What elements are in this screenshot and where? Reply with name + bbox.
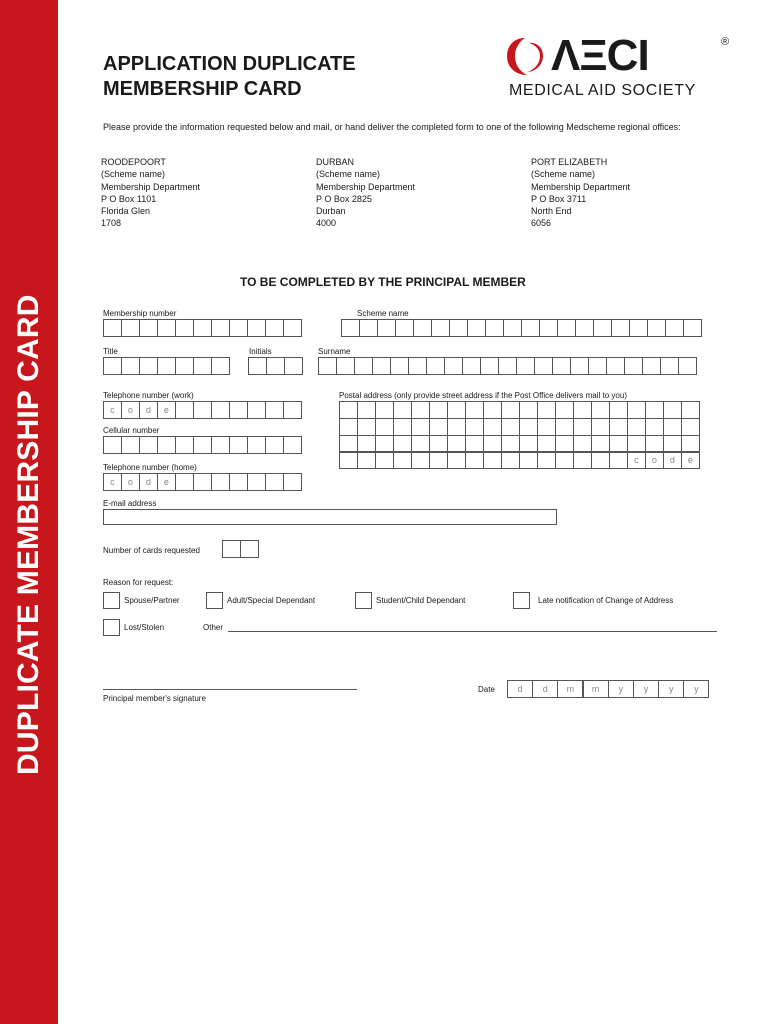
logo-registered-mark: ®	[721, 36, 730, 48]
char-box[interactable]	[573, 451, 592, 469]
char-box[interactable]	[121, 319, 140, 337]
char-box[interactable]	[411, 451, 430, 469]
char-box[interactable]	[609, 418, 628, 436]
char-box[interactable]	[357, 418, 376, 436]
office-box: P O Box 3711	[531, 193, 587, 204]
char-box[interactable]	[341, 319, 360, 337]
char-box[interactable]	[175, 319, 194, 337]
char-box[interactable]	[611, 319, 630, 337]
char-box[interactable]	[103, 357, 122, 375]
checkbox-adult-dependant[interactable]	[206, 592, 223, 609]
char-box[interactable]: c	[103, 401, 122, 419]
date-digit-box[interactable]: d	[507, 680, 533, 698]
office-dept: Membership Department	[316, 181, 416, 192]
checkbox-spouse-partner[interactable]	[103, 592, 120, 609]
char-box[interactable]	[465, 418, 484, 436]
char-box[interactable]	[627, 418, 646, 436]
char-box[interactable]	[247, 319, 266, 337]
membership-number-boxes[interactable]	[103, 319, 301, 337]
reason-lost-stolen-label: Lost/Stolen	[124, 623, 165, 632]
postal-address-row-2[interactable]	[339, 418, 699, 436]
char-box[interactable]	[283, 436, 302, 454]
office-durban	[316, 156, 415, 230]
char-box[interactable]	[265, 436, 284, 454]
char-box[interactable]	[681, 418, 700, 436]
char-box[interactable]	[193, 436, 212, 454]
char-box[interactable]	[678, 357, 697, 375]
char-box[interactable]	[265, 319, 284, 337]
char-box[interactable]	[157, 436, 176, 454]
char-box[interactable]	[426, 357, 445, 375]
char-box[interactable]	[339, 401, 358, 419]
char-box[interactable]	[521, 319, 540, 337]
char-box[interactable]	[462, 357, 481, 375]
char-box[interactable]: d	[663, 451, 682, 469]
section-title: TO BE COMPLETED BY THE PRINCIPAL MEMBER	[240, 275, 526, 289]
char-box[interactable]	[557, 319, 576, 337]
char-box[interactable]	[222, 540, 241, 558]
initials-label: Initials	[249, 347, 272, 356]
char-box[interactable]	[534, 357, 553, 375]
char-box[interactable]	[627, 401, 646, 419]
char-box[interactable]	[681, 401, 700, 419]
char-box[interactable]	[175, 357, 194, 375]
char-box[interactable]	[247, 401, 266, 419]
char-box[interactable]: c	[103, 473, 122, 491]
office-box: P O Box 2825	[316, 193, 372, 204]
date-digit-box[interactable]: y	[608, 680, 634, 698]
char-box[interactable]	[593, 319, 612, 337]
date-digit-box[interactable]: y	[658, 680, 684, 698]
char-box[interactable]	[552, 357, 571, 375]
char-box[interactable]: e	[157, 473, 176, 491]
reason-spouse-partner-label: Spouse/Partner	[124, 596, 180, 605]
char-box[interactable]	[411, 418, 430, 436]
office-city: DURBAN	[316, 157, 355, 167]
char-box[interactable]	[357, 451, 376, 469]
checkbox-lost-stolen[interactable]	[103, 619, 120, 636]
other-input-line[interactable]	[228, 631, 717, 632]
initials-boxes[interactable]	[248, 357, 302, 375]
char-box[interactable]	[449, 319, 468, 337]
char-box[interactable]	[413, 319, 432, 337]
char-box[interactable]	[537, 451, 556, 469]
char-box[interactable]	[375, 418, 394, 436]
char-box[interactable]	[444, 357, 463, 375]
office-area: Florida Glen	[101, 206, 151, 217]
char-box[interactable]: e	[157, 401, 176, 419]
char-box[interactable]	[193, 319, 212, 337]
char-box[interactable]: e	[681, 451, 700, 469]
char-box[interactable]	[283, 319, 302, 337]
char-box[interactable]	[266, 357, 285, 375]
signature-label: Principal member's signature	[103, 694, 206, 703]
char-box[interactable]	[283, 473, 302, 491]
char-box[interactable]	[539, 319, 558, 337]
char-box[interactable]	[591, 401, 610, 419]
reason-label: Reason for request:	[103, 578, 174, 587]
char-box[interactable]: d	[139, 401, 158, 419]
char-box[interactable]	[375, 451, 394, 469]
logo-swoosh-icon	[505, 35, 545, 77]
char-box[interactable]	[193, 401, 212, 419]
office-scheme: (Scheme name)	[531, 169, 596, 180]
char-box[interactable]	[354, 357, 373, 375]
office-city: ROODEPOORT	[101, 157, 166, 167]
char-box[interactable]	[555, 418, 574, 436]
char-box[interactable]	[139, 436, 158, 454]
cellular-boxes[interactable]	[103, 436, 301, 454]
char-box[interactable]	[377, 319, 396, 337]
char-box[interactable]	[247, 436, 266, 454]
char-box[interactable]	[519, 451, 538, 469]
char-box[interactable]	[339, 418, 358, 436]
char-box[interactable]	[519, 401, 538, 419]
office-scheme: (Scheme name)	[316, 169, 381, 180]
char-box[interactable]	[229, 319, 248, 337]
char-box[interactable]	[483, 451, 502, 469]
char-box[interactable]	[211, 473, 230, 491]
office-area: North End	[531, 206, 572, 217]
office-city: PORT ELIZABETH	[531, 157, 608, 167]
char-box[interactable]	[498, 357, 517, 375]
char-box[interactable]	[408, 357, 427, 375]
date-digit-box[interactable]: d	[532, 680, 558, 698]
char-box[interactable]	[480, 357, 499, 375]
email-label: E-mail address	[103, 499, 157, 508]
date-digit-box[interactable]: m	[557, 680, 583, 698]
char-box[interactable]	[555, 401, 574, 419]
tel-work-boxes[interactable]	[103, 401, 301, 419]
char-box[interactable]	[537, 418, 556, 436]
page-title-line1: APPLICATION DUPLICATE	[103, 53, 356, 75]
email-field[interactable]	[103, 509, 557, 525]
char-box[interactable]	[537, 401, 556, 419]
char-box[interactable]	[339, 451, 358, 469]
char-box[interactable]	[447, 401, 466, 419]
char-box[interactable]	[573, 418, 592, 436]
char-box[interactable]	[247, 473, 266, 491]
char-box[interactable]	[591, 418, 610, 436]
char-box[interactable]	[501, 418, 520, 436]
office-area: Durban	[316, 206, 346, 217]
char-box[interactable]	[103, 436, 122, 454]
char-box[interactable]	[483, 418, 502, 436]
char-box[interactable]	[157, 357, 176, 375]
char-box[interactable]	[211, 357, 230, 375]
char-box[interactable]	[575, 319, 594, 337]
char-box[interactable]	[175, 401, 194, 419]
char-box[interactable]	[359, 319, 378, 337]
office-port-elizabeth	[531, 156, 630, 230]
char-box[interactable]	[467, 319, 486, 337]
char-box[interactable]	[357, 401, 376, 419]
char-box[interactable]	[229, 436, 248, 454]
office-roodepoort	[101, 156, 200, 230]
char-box[interactable]	[393, 418, 412, 436]
char-box[interactable]	[609, 451, 628, 469]
other-label: Other	[203, 623, 224, 632]
postal-address-row-4[interactable]	[339, 451, 699, 469]
logo-subtitle: MEDICAL AID SOCIETY	[509, 82, 696, 99]
num-cards-label: Number of cards requested	[103, 546, 200, 555]
char-box[interactable]: o	[645, 451, 664, 469]
char-box[interactable]	[139, 319, 158, 337]
char-box[interactable]	[465, 451, 484, 469]
char-box[interactable]	[645, 418, 664, 436]
char-box[interactable]	[211, 401, 230, 419]
char-box[interactable]	[229, 401, 248, 419]
char-box[interactable]	[647, 319, 666, 337]
char-box[interactable]	[372, 357, 391, 375]
page-title	[103, 52, 463, 102]
char-box[interactable]	[683, 319, 702, 337]
char-box[interactable]	[284, 357, 303, 375]
office-dept: Membership Department	[531, 181, 631, 192]
char-box[interactable]	[265, 473, 284, 491]
sidebar-band	[0, 0, 58, 1024]
office-code: 4000	[316, 218, 337, 229]
aeci-logo	[505, 31, 737, 104]
char-box[interactable]	[501, 401, 520, 419]
postal-address-label: Postal address (only provide street address if the Post Office delivers mail to you)	[339, 391, 627, 400]
char-box[interactable]	[395, 319, 414, 337]
char-box[interactable]	[375, 401, 394, 419]
reason-adult-dependant-label: Adult/Special Dependant	[227, 596, 316, 605]
page-title-line2: MEMBERSHIP CARD	[103, 78, 302, 100]
char-box[interactable]	[411, 401, 430, 419]
char-box[interactable]	[193, 357, 212, 375]
char-box[interactable]	[431, 319, 450, 337]
char-box[interactable]	[447, 451, 466, 469]
office-scheme: (Scheme name)	[101, 169, 166, 180]
char-box[interactable]	[485, 319, 504, 337]
char-box[interactable]	[645, 401, 664, 419]
scheme-name-boxes[interactable]	[341, 319, 701, 337]
char-box[interactable]	[519, 418, 538, 436]
char-box[interactable]	[624, 357, 643, 375]
title-boxes[interactable]	[103, 357, 229, 375]
signature-line[interactable]	[103, 689, 357, 690]
char-box[interactable]	[503, 319, 522, 337]
char-box[interactable]	[175, 436, 194, 454]
num-cards-boxes[interactable]	[222, 540, 258, 558]
reason-student-dependant-label: Student/Child Dependant	[376, 596, 466, 605]
logo-wordmark: ΛΞCI	[551, 31, 649, 80]
char-box[interactable]	[240, 540, 259, 558]
tel-home-boxes[interactable]	[103, 473, 301, 491]
sidebar-title: DUPLICATE MEMBERSHIP CARD	[12, 294, 45, 775]
char-box[interactable]	[573, 401, 592, 419]
office-code: 6056	[531, 218, 552, 229]
char-box[interactable]: o	[121, 401, 140, 419]
office-dept: Membership Department	[101, 181, 201, 192]
char-box[interactable]	[175, 473, 194, 491]
title-label: Title	[103, 347, 118, 356]
char-box[interactable]	[283, 401, 302, 419]
char-box[interactable]	[555, 451, 574, 469]
char-box[interactable]	[663, 418, 682, 436]
char-box[interactable]	[501, 451, 520, 469]
char-box[interactable]	[336, 357, 355, 375]
char-box[interactable]	[660, 357, 679, 375]
char-box[interactable]	[390, 357, 409, 375]
char-box[interactable]	[606, 357, 625, 375]
date-digit-box[interactable]: y	[683, 680, 709, 698]
surname-boxes[interactable]	[318, 357, 696, 375]
char-box[interactable]: o	[121, 473, 140, 491]
cellular-label: Cellular number	[103, 426, 160, 435]
char-box[interactable]	[121, 357, 140, 375]
char-box[interactable]	[465, 401, 484, 419]
date-digit-box[interactable]: m	[583, 680, 609, 698]
office-code: 1708	[101, 218, 122, 229]
char-box[interactable]: d	[139, 473, 158, 491]
char-box[interactable]	[516, 357, 535, 375]
char-box[interactable]	[591, 451, 610, 469]
scheme-name-label: Scheme name	[357, 309, 409, 318]
char-box[interactable]	[193, 473, 212, 491]
intro-text: Please provide the information requested below and mail, or hand deliver the completed form to one of the following Medscheme regional offices:	[103, 122, 681, 132]
char-box[interactable]	[121, 436, 140, 454]
char-box[interactable]	[318, 357, 337, 375]
date-boxes[interactable]	[507, 680, 709, 698]
char-box[interactable]	[629, 319, 648, 337]
office-box: P O Box 1101	[101, 193, 157, 204]
char-box[interactable]	[663, 401, 682, 419]
char-box[interactable]	[588, 357, 607, 375]
char-box[interactable]: c	[627, 451, 646, 469]
tel-work-label: Telephone number (work)	[103, 391, 194, 400]
char-box[interactable]	[229, 473, 248, 491]
checkbox-student-dependant[interactable]	[355, 592, 372, 609]
char-box[interactable]	[393, 451, 412, 469]
char-box[interactable]	[665, 319, 684, 337]
char-box[interactable]	[429, 451, 448, 469]
char-box[interactable]	[429, 418, 448, 436]
char-box[interactable]	[211, 319, 230, 337]
char-box[interactable]	[609, 401, 628, 419]
char-box[interactable]	[642, 357, 661, 375]
char-box[interactable]	[483, 401, 502, 419]
surname-label: Surname	[318, 347, 351, 356]
char-box[interactable]	[265, 401, 284, 419]
tel-home-label: Telephone number (home)	[103, 463, 197, 472]
checkbox-late-notification[interactable]	[513, 592, 530, 609]
char-box[interactable]	[429, 401, 448, 419]
char-box[interactable]	[139, 357, 158, 375]
char-box[interactable]	[447, 418, 466, 436]
char-box[interactable]	[248, 357, 267, 375]
char-box[interactable]	[157, 319, 176, 337]
reason-late-notification-label: Late notification of Change of Address	[538, 596, 674, 605]
postal-address-row-1[interactable]	[339, 401, 699, 419]
char-box[interactable]	[211, 436, 230, 454]
char-box[interactable]	[103, 319, 122, 337]
char-box[interactable]	[393, 401, 412, 419]
date-label: Date	[478, 685, 495, 694]
char-box[interactable]	[570, 357, 589, 375]
date-digit-box[interactable]: y	[633, 680, 659, 698]
membership-number-label: Membership number	[103, 309, 177, 318]
